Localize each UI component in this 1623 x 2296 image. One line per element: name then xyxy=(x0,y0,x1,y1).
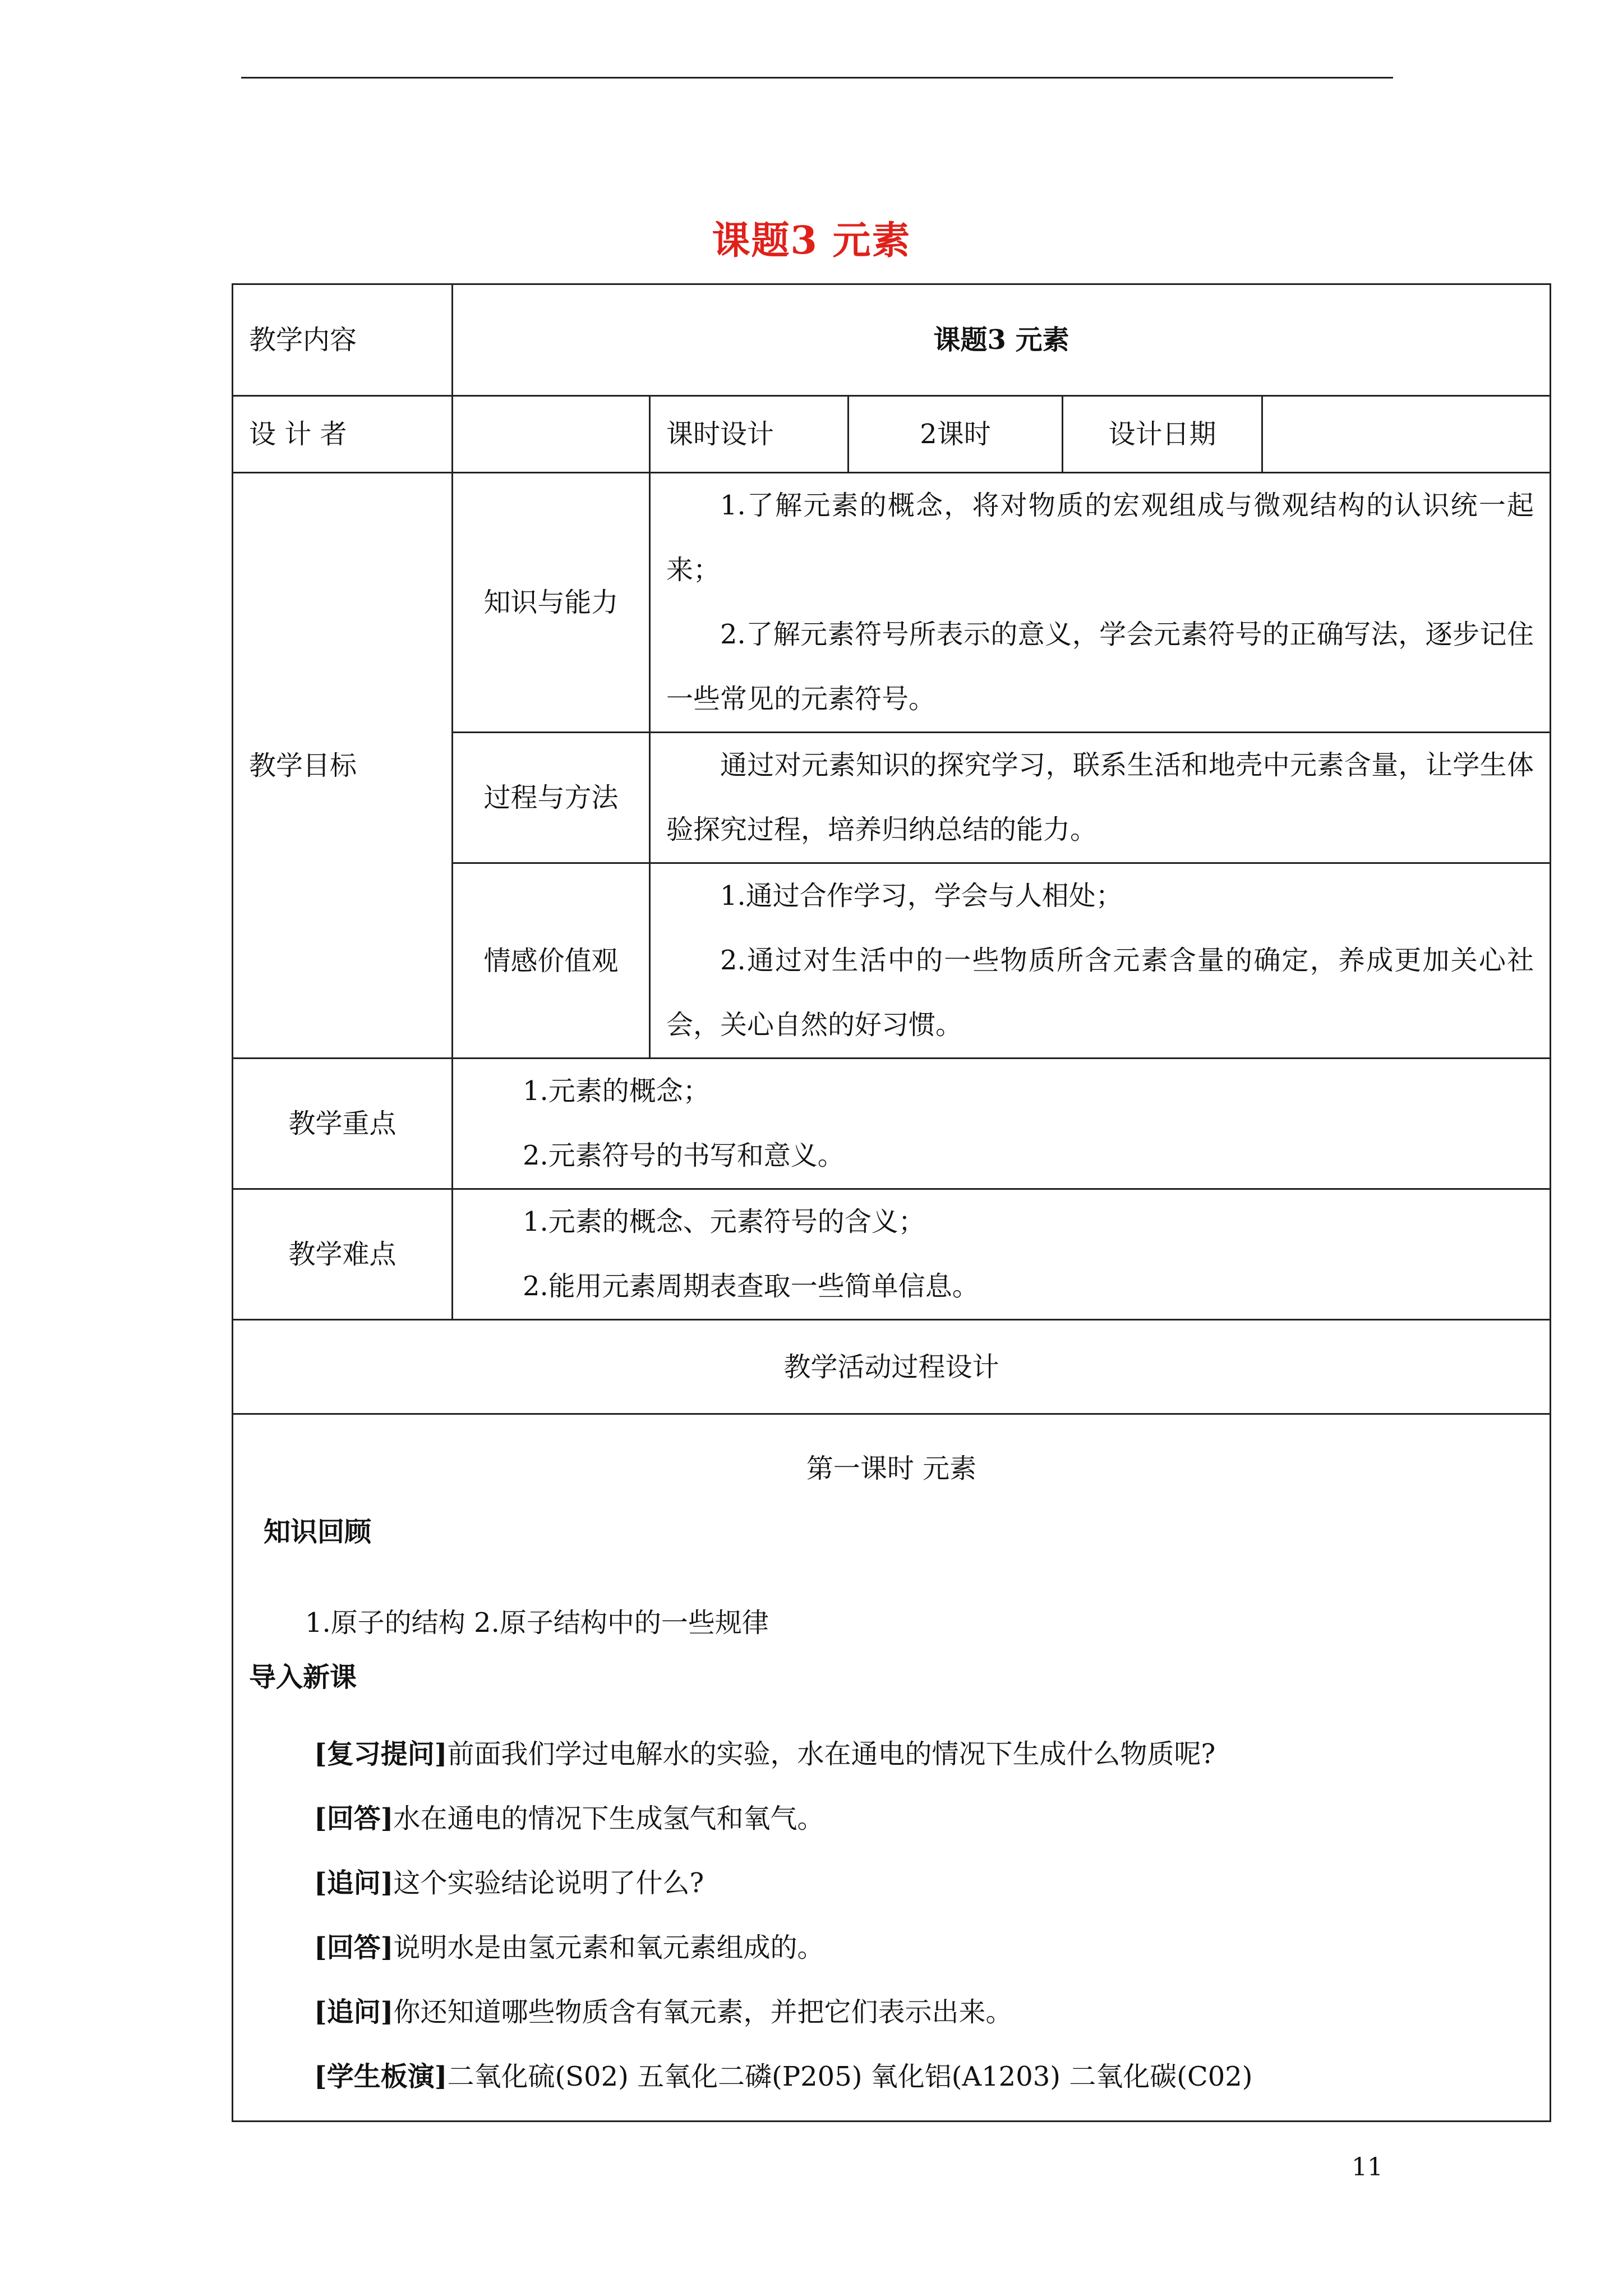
lesson-label: 课时设计 xyxy=(650,396,849,473)
dialogue-tag: [回答] xyxy=(314,1932,394,1963)
content-value: 课题3 元素 xyxy=(453,284,1551,396)
row-content xyxy=(233,284,1551,396)
row-activity-header xyxy=(233,1320,1551,1414)
row-activity-body xyxy=(233,1414,1551,2122)
dialogue-tag: [追问] xyxy=(314,1867,394,1899)
knowledge-label: 知识与能力 xyxy=(453,473,650,733)
knowledge-item: 2.了解元素符号所表示的意义，学会元素符号的正确写法，逐步记住一些常见的元素符号。 xyxy=(666,619,1534,715)
process-label: 过程与方法 xyxy=(453,733,650,863)
dialogue-text: 你还知道哪些物质含有氧元素，并把它们表示出来。 xyxy=(393,1996,1013,2028)
content-label: 教学内容 xyxy=(233,284,453,396)
review-text: 1.原子的结构 2.原子结构中的一些规律 xyxy=(305,1607,769,1639)
designer-label: 设 计 者 xyxy=(233,396,453,473)
designer-value xyxy=(453,396,650,473)
difficult-points-content xyxy=(453,1189,1551,1320)
dialogue-tag: [学生板演] xyxy=(314,2061,448,2092)
knowledge-content xyxy=(650,473,1551,733)
lesson-title: 第一课时 元素 xyxy=(806,1453,977,1484)
key-point-item: 1.元素的概念； xyxy=(523,1075,710,1107)
dialogue-tag: [复习提问] xyxy=(314,1738,448,1770)
activity-header: 教学活动过程设计 xyxy=(233,1320,1551,1414)
activity-body xyxy=(233,1414,1551,2122)
intro-title: 导入新课 xyxy=(249,1662,357,1693)
key-points-content xyxy=(453,1059,1551,1189)
dialogue-line xyxy=(249,2045,1534,2109)
dialogue-line xyxy=(249,1980,1534,2045)
row-key-points xyxy=(233,1059,1551,1189)
dialogue-line xyxy=(249,1787,1534,1851)
difficult-point-item: 2.能用元素周期表查取一些简单信息。 xyxy=(523,1271,979,1302)
lesson-plan-table xyxy=(232,283,1551,2122)
lesson-value: 2课时 xyxy=(849,396,1063,473)
dialogue-text: 前面我们学过电解水的实验，水在通电的情况下生成什么物质呢? xyxy=(447,1738,1216,1770)
row-difficult-points xyxy=(233,1189,1551,1320)
process-item: 通过对元素知识的探究学习，联系生活和地壳中元素含量，让学生体验探究过程，培养归纳总结的能力。 xyxy=(666,749,1534,845)
key-point-item: 2.元素符号的书写和意义。 xyxy=(523,1140,845,1171)
dialogue-line xyxy=(249,1916,1534,1980)
dialogue-tag: [追问] xyxy=(314,1996,394,2028)
dialogue-text: 二氧化硫(S02) 五氧化二磷(P205) 氧化铝(A1203) 二氧化碳(C02) xyxy=(447,2061,1253,2092)
emotion-label: 情感价值观 xyxy=(453,863,650,1059)
date-value xyxy=(1262,396,1551,473)
emotion-content xyxy=(650,863,1551,1059)
dialogue-line xyxy=(249,1722,1534,1787)
review-title: 知识回顾 xyxy=(264,1516,372,1548)
row-designer xyxy=(233,396,1551,473)
dialogue-text: 说明水是由氢元素和氧元素组成的。 xyxy=(393,1932,824,1963)
objectives-label: 教学目标 xyxy=(233,473,453,1059)
dialogue-text: 水在通电的情况下生成氢气和氧气。 xyxy=(393,1803,824,1834)
header-rule xyxy=(241,77,1393,79)
knowledge-item: 1.了解元素的概念，将对物质的宏观组成与微观结构的认识统一起来； xyxy=(666,490,1534,586)
page-number: 11 xyxy=(1352,2153,1383,2182)
key-points-label: 教学重点 xyxy=(233,1059,453,1189)
process-content xyxy=(650,733,1551,863)
difficult-points-label: 教学难点 xyxy=(233,1189,453,1320)
date-label: 设计日期 xyxy=(1063,396,1262,473)
dialogue-line xyxy=(249,1851,1534,1916)
dialogue-tag: [回答] xyxy=(314,1803,394,1834)
dialogue-text: 这个实验结论说明了什么? xyxy=(393,1867,704,1899)
emotion-item: 1.通过合作学习，学会与人相处； xyxy=(720,880,1123,912)
row-objectives-knowledge xyxy=(233,473,1551,733)
emotion-item: 2.通过对生活中的一些物质所含元素含量的确定，养成更加关心社会，关心自然的好习惯。 xyxy=(666,945,1534,1041)
difficult-point-item: 1.元素的概念、元素符号的含义； xyxy=(523,1206,925,1237)
page-title: 课题3 元素 xyxy=(712,218,911,263)
